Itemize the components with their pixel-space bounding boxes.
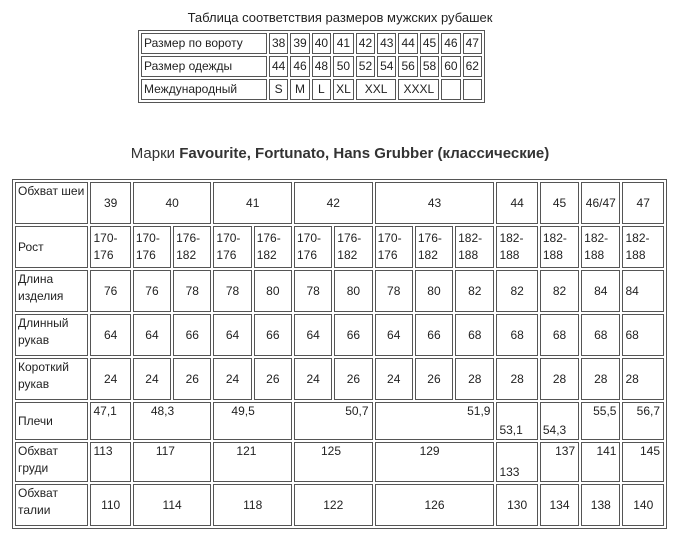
table-cell: 26: [415, 358, 453, 400]
table-cell: 39: [290, 33, 309, 54]
row-label: Длинный рукав: [15, 314, 88, 356]
table-cell: 82: [540, 270, 579, 312]
table-cell: 60: [441, 56, 460, 77]
table-cell: 24: [213, 358, 251, 400]
table-cell: 41: [333, 33, 354, 54]
table-cell: 68: [581, 314, 620, 356]
table-cell: 46: [441, 33, 460, 54]
table-cell: 47: [463, 33, 482, 54]
table-cell: 44: [269, 56, 288, 77]
brand-size-table: [12, 179, 667, 529]
table-cell: XXL: [356, 79, 397, 100]
table-row: [15, 314, 664, 356]
row-label: Размер одежды: [141, 56, 267, 77]
table-row: [15, 182, 664, 224]
table-cell: 28: [622, 358, 664, 400]
table-cell: 49,5: [213, 402, 292, 440]
table-cell: 80: [334, 270, 372, 312]
table-row: [15, 358, 664, 400]
table-cell: 182-188: [540, 226, 579, 268]
table-cell: 28: [496, 358, 537, 400]
table-cell: 42: [356, 33, 375, 54]
table-cell: [441, 79, 460, 100]
table-row: [141, 79, 482, 100]
table-cell: 84: [581, 270, 620, 312]
table-cell: 145: [622, 442, 664, 482]
table-cell: 170-176: [294, 226, 332, 268]
table-cell: 24: [90, 358, 130, 400]
table-cell: 138: [581, 484, 620, 526]
table-cell: 66: [173, 314, 211, 356]
table-cell: 64: [133, 314, 171, 356]
title-brands: Favourite, Fortunato, Hans Grubber (классические): [179, 145, 550, 162]
brand-table-title: [0, 145, 680, 162]
table-cell: 121: [213, 442, 292, 482]
table-cell: 78: [375, 270, 413, 312]
title-prefix: Марки: [130, 145, 180, 162]
table-cell: 24: [133, 358, 171, 400]
table-cell: 129: [375, 442, 495, 482]
table-cell: 137: [540, 442, 579, 482]
table-cell: 140: [622, 484, 664, 526]
table-cell: 41: [213, 182, 292, 224]
table-cell: 82: [496, 270, 537, 312]
table-cell: 110: [90, 484, 130, 526]
table-cell: 53,1: [496, 402, 537, 440]
table-cell: 84: [622, 270, 664, 312]
table-row: [15, 484, 664, 526]
table-cell: 44: [496, 182, 537, 224]
table-cell: 82: [455, 270, 494, 312]
table-cell: 122: [294, 484, 373, 526]
table-cell: 64: [90, 314, 130, 356]
row-label: Международный: [141, 79, 267, 100]
table-cell: 46/47: [581, 182, 620, 224]
table-cell: 182-188: [496, 226, 537, 268]
table-cell: 170-176: [133, 226, 171, 268]
table-cell: 182-188: [622, 226, 664, 268]
table-cell: 24: [294, 358, 332, 400]
table-cell: 54,3: [540, 402, 579, 440]
table-cell: 39: [90, 182, 130, 224]
table-cell: 48,3: [133, 402, 212, 440]
table-cell: 130: [496, 484, 537, 526]
table-cell: 117: [133, 442, 212, 482]
table-cell: 170-176: [213, 226, 251, 268]
table-cell: 66: [415, 314, 453, 356]
table-cell: 26: [173, 358, 211, 400]
table-cell: 68: [496, 314, 537, 356]
table-cell: 176-182: [173, 226, 211, 268]
table-cell: 46: [290, 56, 309, 77]
table-cell: 66: [334, 314, 372, 356]
table-cell: 42: [294, 182, 373, 224]
table-row: [141, 33, 482, 54]
table-cell: 113: [90, 442, 130, 482]
table-cell: 68: [622, 314, 664, 356]
table-cell: 76: [133, 270, 171, 312]
table-row: [15, 270, 664, 312]
table-cell: 182-188: [581, 226, 620, 268]
table-cell: 176-182: [254, 226, 292, 268]
row-label: Обхват груди: [15, 442, 88, 482]
table-cell: M: [290, 79, 309, 100]
table-cell: S: [269, 79, 288, 100]
table-cell: 45: [540, 182, 579, 224]
table-cell: 40: [133, 182, 212, 224]
table-cell: 28: [581, 358, 620, 400]
row-label: Плечи: [15, 402, 88, 440]
table-cell: 170-176: [375, 226, 413, 268]
table-cell: 68: [540, 314, 579, 356]
table-cell: 80: [415, 270, 453, 312]
table-cell: 47,1: [90, 402, 130, 440]
table-cell: 56: [398, 56, 417, 77]
table-cell: 50,7: [294, 402, 373, 440]
table-row: [141, 56, 482, 77]
size-correspondence-table: [138, 30, 485, 103]
table-cell: 43: [375, 182, 495, 224]
table-cell: 80: [254, 270, 292, 312]
table-cell: 43: [377, 33, 396, 54]
table-cell: 78: [173, 270, 211, 312]
table-cell: 64: [375, 314, 413, 356]
table-cell: 78: [213, 270, 251, 312]
table-cell: 176-182: [334, 226, 372, 268]
table-cell: 44: [398, 33, 417, 54]
table-cell: 134: [540, 484, 579, 526]
table-cell: 26: [334, 358, 372, 400]
table-cell: 51,9: [375, 402, 495, 440]
table-cell: XXXL: [398, 79, 439, 100]
table-cell: 114: [133, 484, 212, 526]
table-cell: 64: [294, 314, 332, 356]
table-cell: 54: [377, 56, 396, 77]
table-cell: 78: [294, 270, 332, 312]
table-cell: 68: [455, 314, 494, 356]
table-cell: 76: [90, 270, 130, 312]
table-cell: 48: [312, 56, 331, 77]
table-row: [15, 226, 664, 268]
table-cell: 176-182: [415, 226, 453, 268]
row-label: Размер по вороту: [141, 33, 267, 54]
table-cell: 24: [375, 358, 413, 400]
table-cell: 50: [333, 56, 354, 77]
table-cell: 170-176: [90, 226, 130, 268]
table-cell: 133: [496, 442, 537, 482]
row-label: Обхват талии: [15, 484, 88, 526]
table-cell: 47: [622, 182, 664, 224]
table-cell: 28: [455, 358, 494, 400]
table-cell: 62: [463, 56, 482, 77]
table-cell: 28: [540, 358, 579, 400]
table-cell: 58: [420, 56, 439, 77]
table-cell: 52: [356, 56, 375, 77]
table-cell: 141: [581, 442, 620, 482]
table-row: [15, 402, 664, 440]
table-cell: 40: [312, 33, 331, 54]
table-cell: 64: [213, 314, 251, 356]
table-cell: 45: [420, 33, 439, 54]
row-label: Короткий рукав: [15, 358, 88, 400]
table-cell: 125: [294, 442, 373, 482]
table-cell: 118: [213, 484, 292, 526]
table-cell: 182-188: [455, 226, 494, 268]
table-cell: 38: [269, 33, 288, 54]
row-label: Обхват шеи: [15, 182, 88, 224]
size-table-title: Таблица соответствия размеров мужских рубашек: [187, 10, 493, 25]
table-cell: 56,7: [622, 402, 664, 440]
table-cell: [463, 79, 482, 100]
table-row: [15, 442, 664, 482]
table-cell: 126: [375, 484, 495, 526]
table-cell: L: [312, 79, 331, 100]
table-cell: XL: [333, 79, 354, 100]
table-cell: 55,5: [581, 402, 620, 440]
table-cell: 66: [254, 314, 292, 356]
row-label: Длина изделия: [15, 270, 88, 312]
table-cell: 26: [254, 358, 292, 400]
row-label: Рост: [15, 226, 88, 268]
